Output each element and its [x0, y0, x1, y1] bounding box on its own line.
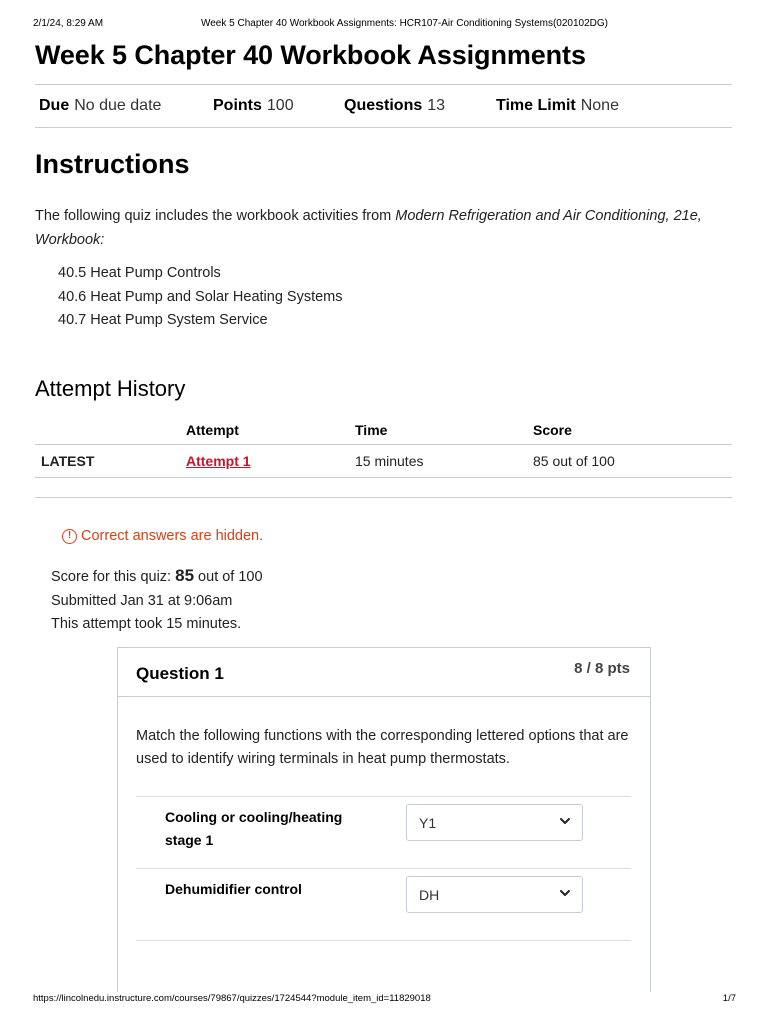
column-header-attempt: Attempt: [186, 417, 355, 444]
duration-line: This attempt took 15 minutes.: [51, 616, 242, 632]
print-url: https://lincolnedu.instructure.com/courses/79867/quizzes/1724544?module_item_id=11829018: [33, 993, 431, 1004]
page-title: Week 5 Chapter 40 Workbook Assignments: [35, 40, 586, 70]
attempt-score: 85 out of 100: [533, 444, 732, 477]
warning-text: Correct answers are hidden.: [81, 528, 264, 544]
column-header-score: Score: [533, 417, 732, 444]
score-suffix: out of 100: [194, 569, 263, 585]
alert-circle-icon: !: [62, 529, 77, 544]
activity-item: 40.7 Heat Pump System Service: [58, 312, 268, 328]
print-footer: [33, 993, 736, 1007]
section-divider: [35, 497, 732, 498]
question-title: Question 1: [136, 664, 224, 683]
score-value: 85: [175, 566, 195, 585]
print-header: [33, 18, 736, 32]
meta-points: [213, 97, 294, 115]
hidden-answers-warning: [62, 528, 263, 544]
match-list-end-divider: [136, 940, 631, 941]
meta-due-label: Due: [39, 97, 70, 114]
question-header: [118, 648, 650, 697]
match-row: [136, 868, 631, 940]
attempt-time: 15 minutes: [355, 444, 533, 477]
question-card: [117, 647, 651, 992]
print-page-number: 1/7: [722, 993, 736, 1004]
submitted-line: Submitted Jan 31 at 9:06am: [51, 592, 233, 609]
table-row: [35, 444, 732, 477]
score-prefix: Score for this quiz:: [51, 569, 176, 585]
selected-option: Y1: [419, 815, 437, 831]
meta-time-limit: [496, 97, 619, 115]
match-row: [136, 796, 631, 868]
instructions-heading: Instructions: [35, 149, 190, 179]
chevron-down-icon: [558, 814, 572, 828]
column-header-time: Time: [355, 417, 533, 444]
attempt-table-header-row: [35, 417, 732, 444]
question-text: Match the following functions with the corresponding lettered options that are used to identify wiring terminals in heat pump thermostats.: [136, 728, 629, 767]
score-line: [51, 564, 263, 590]
activity-item: 40.6 Heat Pump and Solar Heating Systems: [58, 288, 343, 305]
instructions-intro: [35, 204, 735, 252]
meta-time-limit-value: None: [580, 97, 619, 114]
meta-due-value: No due date: [74, 97, 162, 114]
print-page-title: Week 5 Chapter 40 Workbook Assignments: HCR107-Air Conditioning Systems(020102DG): [200, 18, 609, 29]
print-datetime: 2/1/24, 8:29 AM: [33, 18, 104, 29]
meta-questions-label: Questions: [344, 97, 423, 114]
quiz-summary: [51, 564, 263, 637]
match-prompt: Cooling or cooling/heating stage 1: [165, 809, 343, 848]
column-header: [35, 417, 186, 444]
activity-list: [58, 262, 343, 333]
match-prompt: Dehumidifier control: [165, 881, 302, 897]
attempt-history-table: [35, 417, 732, 478]
latest-label: LATEST: [35, 444, 186, 477]
chevron-down-icon: [558, 886, 572, 900]
activity-item: 40.5 Heat Pump Controls: [58, 265, 221, 281]
meta-due: [39, 97, 161, 115]
match-answer-select[interactable]: [406, 804, 583, 841]
intro-book-title: Modern Refrigeration and Air Conditioning, 21e, Workbook:: [35, 208, 702, 248]
match-answer-select[interactable]: [406, 876, 583, 913]
intro-text: The following quiz includes the workbook activities from: [35, 208, 396, 224]
attempt-history-heading: Attempt History: [35, 376, 186, 401]
meta-questions-value: 13: [427, 97, 446, 114]
meta-time-limit-label: Time Limit: [496, 97, 576, 114]
meta-questions: [344, 97, 445, 115]
attempt-link[interactable]: Attempt 1: [186, 452, 251, 469]
question-points: 8 / 8 pts: [574, 660, 630, 677]
meta-points-value: 100: [266, 97, 294, 114]
quiz-meta-bar: [35, 84, 732, 128]
meta-points-label: Points: [213, 97, 262, 114]
selected-option: DH: [419, 887, 440, 903]
